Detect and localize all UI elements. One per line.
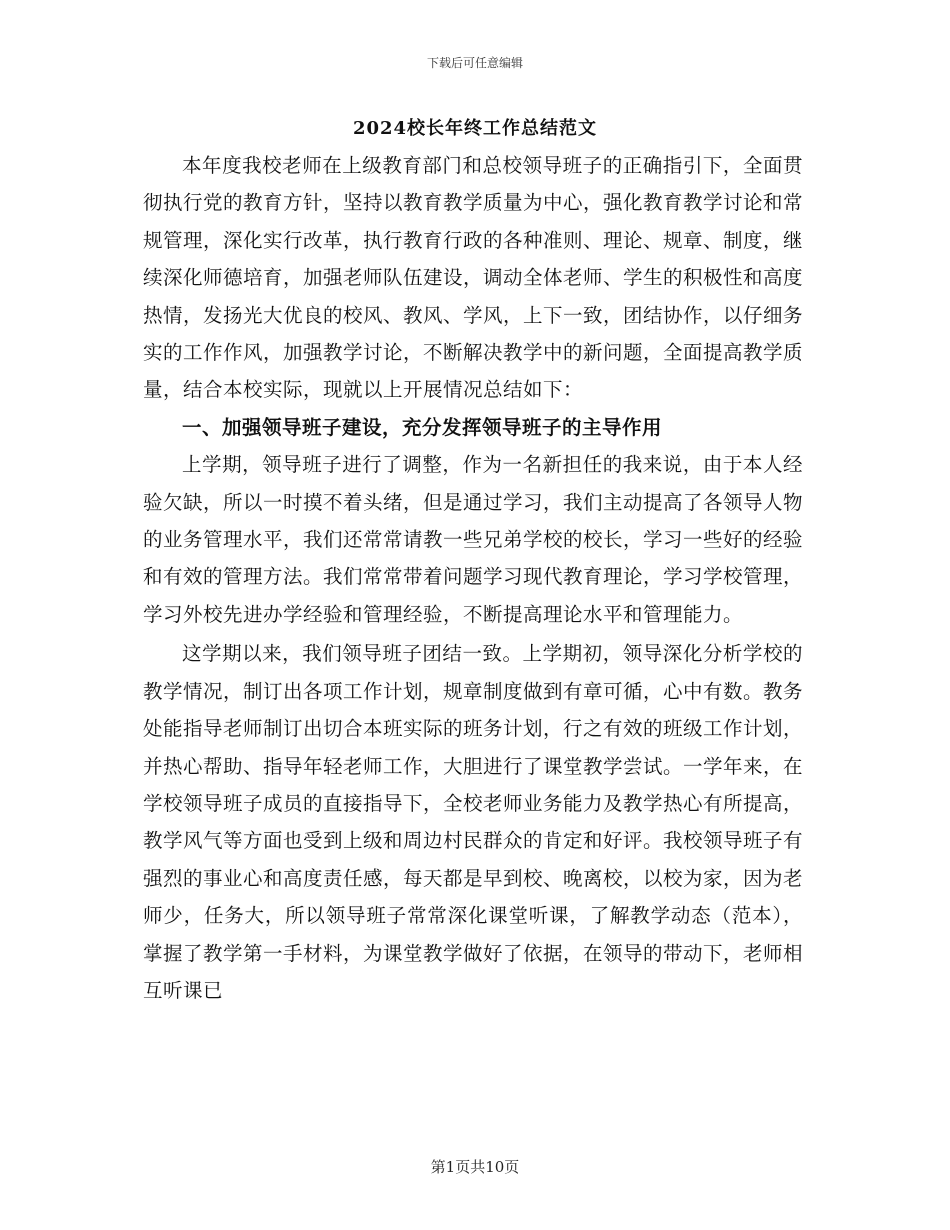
page-number-footer: 第1页共10页	[430, 1158, 520, 1176]
document-body	[143, 147, 803, 1009]
section-heading-1: 一、加强领导班子建设，充分发挥领导班子的主导作用	[182, 415, 663, 439]
document-title: 2024校长年终工作总结范文	[352, 118, 598, 139]
body-paragraph: 上学期，领导班子进行了调整，作为一名新担任的我来说，由于本人经验欠缺，所以一时摸不着头绪，但是通过学习，我们主动提高了各领导人物的业务管理水平，我们还常常请教一些兄弟学校的校长，学习一些好的经验和有效的管理方法。我们常常带着问题学习现代教育理论，学习学校管理，学习外校先进办学经验和管理经验，不断提高理论水平和管理能力。	[143, 453, 804, 626]
body-paragraph: 这学期以来，我们领导班子团结一致。上学期初，领导深化分析学校的教学情况，制订出各项工作计划，规章制度做到有章可循，心中有数。教务处能指导老师制订出切合本班实际的班务计划，行之有效的班级工作计划，并热心帮助、指导年轻老师工作，大胆进行了课堂教学尝试。一学年来，在学校领导班子成员的直接指导下，全校老师业务能力及教学热心有所提高，教学风气等方面也受到上级和周边村民群众的肯定和好评。我校领导班子有强烈的事业心和高度责任感，每天都是早到校、晚离校，以校为家，因为老师少，任务大，所以领导班子常常深化课堂听课，了解教学动态（范本），掌握了教学第一手材料，为课堂教学做好了依据，在领导的带动下，老师相互听课已	[143, 642, 804, 1002]
intro-paragraph: 本年度我校老师在上级教育部门和总校领导班子的正确指引下，全面贯彻执行党的教育方针，坚持以教育教学质量为中心，强化教育教学讨论和常规管理，深化实行改革，执行教育行政的各种准则、理论、规章、制度，继续深化师德培育，加强老师队伍建设，调动全体老师、学生的积极性和高度热情，发扬光大优良的校风、教风、学风，上下一致，团结协作，以仔细务实的工作作风，加强教学讨论，不断解决教学中的新问题，全面提高教学质量，结合本校实际，现就以上开展情况总结如下：	[143, 154, 804, 402]
header-note: 下载后可任意编辑	[426, 56, 523, 70]
